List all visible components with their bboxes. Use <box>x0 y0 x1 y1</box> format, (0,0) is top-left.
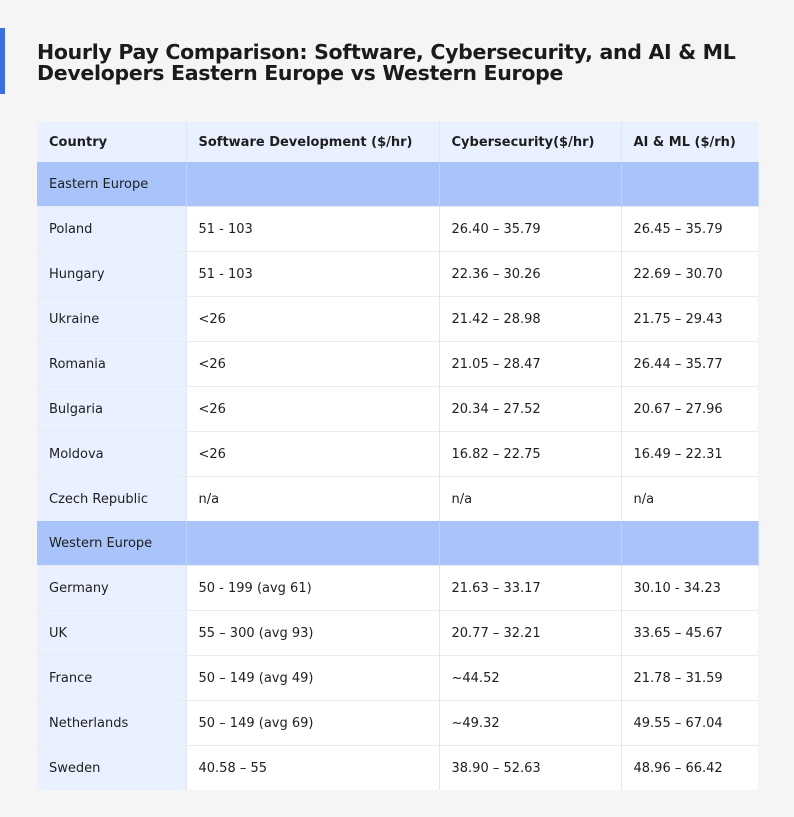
country-cell: Poland <box>37 207 186 252</box>
country-cell: France <box>37 656 186 701</box>
software-development-cell: 50 - 199 (avg 61) <box>186 566 439 611</box>
country-cell: Germany <box>37 566 186 611</box>
ai-ml-cell: 21.75 – 29.43 <box>621 297 758 342</box>
header-ai-ml: AI & ML ($/rh) <box>621 122 758 162</box>
software-development-cell: 50 – 149 (avg 69) <box>186 701 439 746</box>
table-row <box>37 297 758 342</box>
ai-ml-cell: 49.55 – 67.04 <box>621 701 758 746</box>
group-row <box>37 521 758 566</box>
ai-ml-cell: 33.65 – 45.67 <box>621 611 758 656</box>
software-development-cell: <26 <box>186 387 439 432</box>
group-label: Eastern Europe <box>37 162 186 207</box>
pay-comparison-table <box>37 122 759 790</box>
cybersecurity-cell: 21.05 – 28.47 <box>439 342 621 387</box>
software-development-cell: n/a <box>186 477 439 522</box>
table-row <box>37 342 758 387</box>
cybersecurity-cell: 22.36 – 30.26 <box>439 252 621 297</box>
country-cell: Moldova <box>37 432 186 477</box>
country-cell: Czech Republic <box>37 477 186 522</box>
page-title: Hourly Pay Comparison: Software, Cybersecurity, and AI & ML Developers Eastern Europe vs Western Europe <box>37 40 736 85</box>
cybersecurity-cell: n/a <box>439 477 621 522</box>
software-development-cell: 55 – 300 (avg 93) <box>186 611 439 656</box>
group-cell-empty <box>186 521 439 566</box>
table-row <box>37 656 758 701</box>
group-cell-empty <box>439 162 621 207</box>
country-cell: Bulgaria <box>37 387 186 432</box>
ai-ml-cell: 48.96 – 66.42 <box>621 746 758 791</box>
country-cell: Sweden <box>37 746 186 791</box>
software-development-cell: <26 <box>186 432 439 477</box>
country-cell: Romania <box>37 342 186 387</box>
country-cell: Netherlands <box>37 701 186 746</box>
group-cell-empty <box>439 521 621 566</box>
table-row <box>37 701 758 746</box>
group-cell-empty <box>621 521 758 566</box>
software-development-cell: 40.58 – 55 <box>186 746 439 791</box>
header-software-development: Software Development ($/hr) <box>186 122 439 162</box>
ai-ml-cell: n/a <box>621 477 758 522</box>
cybersecurity-cell: 38.90 – 52.63 <box>439 746 621 791</box>
software-development-cell: <26 <box>186 342 439 387</box>
table-row <box>37 252 758 297</box>
ai-ml-cell: 26.45 – 35.79 <box>621 207 758 252</box>
cybersecurity-cell: 20.34 – 27.52 <box>439 387 621 432</box>
group-cell-empty <box>186 162 439 207</box>
header-country: Country <box>37 122 186 162</box>
cybersecurity-cell: ~44.52 <box>439 656 621 701</box>
cybersecurity-cell: ~49.32 <box>439 701 621 746</box>
pay-table-container <box>37 122 758 790</box>
table-body <box>37 162 758 790</box>
group-label: Western Europe <box>37 521 186 566</box>
ai-ml-cell: 16.49 – 22.31 <box>621 432 758 477</box>
table-row <box>37 387 758 432</box>
table-header-row <box>37 122 758 162</box>
cybersecurity-cell: 21.63 – 33.17 <box>439 566 621 611</box>
country-cell: Hungary <box>37 252 186 297</box>
table-row <box>37 566 758 611</box>
cybersecurity-cell: 26.40 – 35.79 <box>439 207 621 252</box>
software-development-cell: 51 - 103 <box>186 207 439 252</box>
table-row <box>37 611 758 656</box>
cybersecurity-cell: 16.82 – 22.75 <box>439 432 621 477</box>
table-row <box>37 477 758 522</box>
table-row <box>37 746 758 791</box>
ai-ml-cell: 20.67 – 27.96 <box>621 387 758 432</box>
software-development-cell: <26 <box>186 297 439 342</box>
header-cybersecurity: Cybersecurity($/hr) <box>439 122 621 162</box>
accent-bar <box>0 28 5 94</box>
ai-ml-cell: 30.10 - 34.23 <box>621 566 758 611</box>
country-cell: UK <box>37 611 186 656</box>
cybersecurity-cell: 21.42 – 28.98 <box>439 297 621 342</box>
ai-ml-cell: 26.44 – 35.77 <box>621 342 758 387</box>
group-cell-empty <box>621 162 758 207</box>
country-cell: Ukraine <box>37 297 186 342</box>
software-development-cell: 50 – 149 (avg 49) <box>186 656 439 701</box>
table-row <box>37 207 758 252</box>
software-development-cell: 51 - 103 <box>186 252 439 297</box>
group-row <box>37 162 758 207</box>
ai-ml-cell: 21.78 – 31.59 <box>621 656 758 701</box>
table-row <box>37 432 758 477</box>
cybersecurity-cell: 20.77 – 32.21 <box>439 611 621 656</box>
ai-ml-cell: 22.69 – 30.70 <box>621 252 758 297</box>
